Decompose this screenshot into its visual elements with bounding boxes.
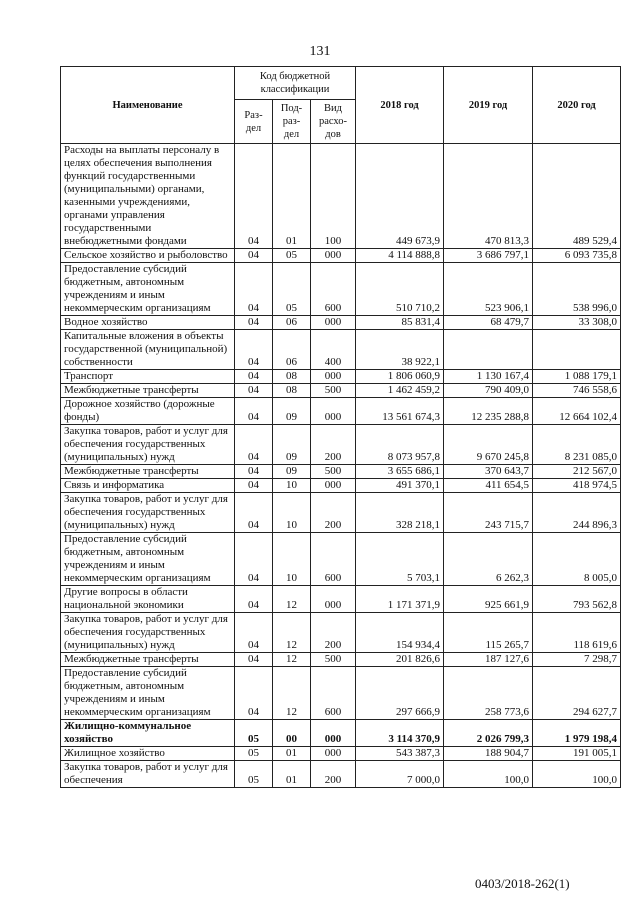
row-name: Транспорт xyxy=(61,370,235,384)
row-2020: 244 896,3 xyxy=(533,493,621,533)
row-2018: 297 666,9 xyxy=(356,667,444,720)
row-podrazdel: 05 xyxy=(273,249,311,263)
row-podrazdel: 09 xyxy=(273,425,311,465)
row-razdel: 04 xyxy=(235,316,273,330)
row-name: Расходы на выплаты персоналу в целях обеспечения выполнения функций государственными (муниципальными) органами, казенными учреждениями, органами управления государственными внебюджетными фондами xyxy=(61,144,235,249)
row-name: Закупка товаров, работ и услуг для обеспечения государственных (муниципальных) нужд xyxy=(61,425,235,465)
row-2019: 3 686 797,1 xyxy=(444,249,533,263)
row-razdel: 04 xyxy=(235,425,273,465)
row-razdel: 05 xyxy=(235,761,273,788)
row-2018: 7 000,0 xyxy=(356,761,444,788)
row-vid: 000 xyxy=(311,249,356,263)
row-2019: 411 654,5 xyxy=(444,479,533,493)
row-podrazdel: 12 xyxy=(273,586,311,613)
row-podrazdel: 08 xyxy=(273,384,311,398)
row-2018: 4 114 888,8 xyxy=(356,249,444,263)
row-razdel: 04 xyxy=(235,533,273,586)
row-vid: 200 xyxy=(311,425,356,465)
table-row xyxy=(61,761,621,788)
row-name: Межбюджетные трансферты xyxy=(61,384,235,398)
row-vid: 000 xyxy=(311,370,356,384)
row-podrazdel: 01 xyxy=(273,747,311,761)
table-row xyxy=(61,425,621,465)
table-row xyxy=(61,667,621,720)
row-podrazdel: 00 xyxy=(273,720,311,747)
table-row xyxy=(61,249,621,263)
header-podrazdel: Под- раз- дел xyxy=(273,100,311,144)
row-name: Связь и информатика xyxy=(61,479,235,493)
row-vid: 000 xyxy=(311,720,356,747)
row-2019: 187 127,6 xyxy=(444,653,533,667)
row-name: Сельское хозяйство и рыболовство xyxy=(61,249,235,263)
row-razdel: 04 xyxy=(235,479,273,493)
row-name: Межбюджетные трансферты xyxy=(61,465,235,479)
row-2019: 258 773,6 xyxy=(444,667,533,720)
row-2018: 3 114 370,9 xyxy=(356,720,444,747)
row-vid: 500 xyxy=(311,465,356,479)
row-razdel: 04 xyxy=(235,493,273,533)
row-2019: 2 026 799,3 xyxy=(444,720,533,747)
header-2019: 2019 год xyxy=(444,67,533,144)
row-2018: 1 806 060,9 xyxy=(356,370,444,384)
row-podrazdel: 01 xyxy=(273,761,311,788)
row-name: Водное хозяйство xyxy=(61,316,235,330)
row-2020: 12 664 102,4 xyxy=(533,398,621,425)
row-razdel: 04 xyxy=(235,384,273,398)
row-2020: 746 558,6 xyxy=(533,384,621,398)
row-2018: 510 710,2 xyxy=(356,263,444,316)
row-name: Предоставление субсидий бюджетным, автономным учреждениям и иным некоммерческим организациям xyxy=(61,533,235,586)
row-name: Жилищно-коммунальное хозяйство xyxy=(61,720,235,747)
page-number: 131 xyxy=(309,44,331,59)
row-2020: 6 093 735,8 xyxy=(533,249,621,263)
row-vid: 000 xyxy=(311,747,356,761)
header-2018: 2018 год xyxy=(356,67,444,144)
row-2018: 8 073 957,8 xyxy=(356,425,444,465)
row-podrazdel: 12 xyxy=(273,653,311,667)
row-2020: 33 308,0 xyxy=(533,316,621,330)
table-body xyxy=(61,144,621,788)
row-vid: 600 xyxy=(311,533,356,586)
row-podrazdel: 10 xyxy=(273,533,311,586)
row-2020: 7 298,7 xyxy=(533,653,621,667)
row-razdel: 04 xyxy=(235,586,273,613)
row-podrazdel: 05 xyxy=(273,263,311,316)
row-razdel: 05 xyxy=(235,747,273,761)
row-2019: 68 479,7 xyxy=(444,316,533,330)
row-2018: 1 171 371,9 xyxy=(356,586,444,613)
row-razdel: 04 xyxy=(235,613,273,653)
row-2020: 8 005,0 xyxy=(533,533,621,586)
row-2020: 212 567,0 xyxy=(533,465,621,479)
row-2020: 1 979 198,4 xyxy=(533,720,621,747)
row-razdel: 04 xyxy=(235,330,273,370)
header-2020: 2020 год xyxy=(533,67,621,144)
row-2019: 100,0 xyxy=(444,761,533,788)
row-2019: 188 904,7 xyxy=(444,747,533,761)
row-2018: 1 462 459,2 xyxy=(356,384,444,398)
row-2018: 201 826,6 xyxy=(356,653,444,667)
table-row xyxy=(61,613,621,653)
row-2020: 191 005,1 xyxy=(533,747,621,761)
row-2020: 538 996,0 xyxy=(533,263,621,316)
row-2019: 115 265,7 xyxy=(444,613,533,653)
row-2019 xyxy=(444,330,533,370)
row-2019: 6 262,3 xyxy=(444,533,533,586)
row-2020: 489 529,4 xyxy=(533,144,621,249)
header-code-group: Код бюджетной классификации xyxy=(235,67,356,100)
row-name: Дорожное хозяйство (дорожные фонды) xyxy=(61,398,235,425)
row-vid: 200 xyxy=(311,761,356,788)
row-2018: 3 655 686,1 xyxy=(356,465,444,479)
row-name: Предоставление субсидий бюджетным, автономным учреждениям и иным некоммерческим организациям xyxy=(61,667,235,720)
row-podrazdel: 10 xyxy=(273,493,311,533)
table-row xyxy=(61,720,621,747)
row-2020: 294 627,7 xyxy=(533,667,621,720)
row-vid: 000 xyxy=(311,479,356,493)
row-2019: 243 715,7 xyxy=(444,493,533,533)
row-2018: 154 934,4 xyxy=(356,613,444,653)
row-name: Капитальные вложения в объекты государственной (муниципальной) собственности xyxy=(61,330,235,370)
row-vid: 600 xyxy=(311,263,356,316)
row-name: Закупка товаров, работ и услуг для обеспечения государственных (муниципальных) нужд xyxy=(61,613,235,653)
row-2019: 12 235 288,8 xyxy=(444,398,533,425)
row-2019: 9 670 245,8 xyxy=(444,425,533,465)
row-razdel: 04 xyxy=(235,465,273,479)
row-2018: 543 387,3 xyxy=(356,747,444,761)
row-2020: 118 619,6 xyxy=(533,613,621,653)
row-podrazdel: 01 xyxy=(273,144,311,249)
row-vid: 600 xyxy=(311,667,356,720)
row-vid: 000 xyxy=(311,316,356,330)
table-row xyxy=(61,747,621,761)
table-row xyxy=(61,144,621,249)
row-2018: 449 673,9 xyxy=(356,144,444,249)
row-razdel: 04 xyxy=(235,398,273,425)
row-razdel: 04 xyxy=(235,653,273,667)
row-vid: 200 xyxy=(311,493,356,533)
table-row xyxy=(61,316,621,330)
row-podrazdel: 10 xyxy=(273,479,311,493)
row-vid: 000 xyxy=(311,398,356,425)
table-row xyxy=(61,330,621,370)
row-vid: 500 xyxy=(311,384,356,398)
row-2019: 523 906,1 xyxy=(444,263,533,316)
row-podrazdel: 12 xyxy=(273,613,311,653)
row-podrazdel: 06 xyxy=(273,316,311,330)
row-2019: 925 661,9 xyxy=(444,586,533,613)
row-2019: 790 409,0 xyxy=(444,384,533,398)
header-razdel: Раз- дел xyxy=(235,100,273,144)
row-podrazdel: 12 xyxy=(273,667,311,720)
row-razdel: 04 xyxy=(235,263,273,316)
row-podrazdel: 06 xyxy=(273,330,311,370)
row-podrazdel: 09 xyxy=(273,465,311,479)
row-vid: 500 xyxy=(311,653,356,667)
row-razdel: 04 xyxy=(235,249,273,263)
row-podrazdel: 08 xyxy=(273,370,311,384)
row-2019: 1 130 167,4 xyxy=(444,370,533,384)
table-row xyxy=(61,398,621,425)
row-2018: 5 703,1 xyxy=(356,533,444,586)
table-row xyxy=(61,493,621,533)
row-2018: 328 218,1 xyxy=(356,493,444,533)
row-2020: 793 562,8 xyxy=(533,586,621,613)
budget-table xyxy=(60,66,621,788)
header-vid: Вид расхо- дов xyxy=(311,100,356,144)
header-name: Наименование xyxy=(61,67,235,144)
row-podrazdel: 09 xyxy=(273,398,311,425)
row-razdel: 04 xyxy=(235,370,273,384)
table-row xyxy=(61,384,621,398)
row-2019: 470 813,3 xyxy=(444,144,533,249)
row-2018: 38 922,1 xyxy=(356,330,444,370)
table-row xyxy=(61,586,621,613)
row-2020: 418 974,5 xyxy=(533,479,621,493)
row-name: Закупка товаров, работ и услуг для обеспечения государственных (муниципальных) нужд xyxy=(61,493,235,533)
footer-code: 0403/2018-262(1) xyxy=(475,876,570,891)
row-vid: 400 xyxy=(311,330,356,370)
row-vid: 000 xyxy=(311,586,356,613)
table-row xyxy=(61,370,621,384)
table-row xyxy=(61,465,621,479)
row-2020: 100,0 xyxy=(533,761,621,788)
row-2019: 370 643,7 xyxy=(444,465,533,479)
row-name: Жилищное хозяйство xyxy=(61,747,235,761)
row-vid: 100 xyxy=(311,144,356,249)
row-razdel: 04 xyxy=(235,144,273,249)
row-2020 xyxy=(533,330,621,370)
row-2018: 85 831,4 xyxy=(356,316,444,330)
table-row xyxy=(61,533,621,586)
row-2018: 491 370,1 xyxy=(356,479,444,493)
row-2020: 1 088 179,1 xyxy=(533,370,621,384)
row-razdel: 05 xyxy=(235,720,273,747)
table-row xyxy=(61,653,621,667)
table-row xyxy=(61,479,621,493)
table-row xyxy=(61,263,621,316)
row-name: Предоставление субсидий бюджетным, автономным учреждениям и иным некоммерческим организациям xyxy=(61,263,235,316)
row-razdel: 04 xyxy=(235,667,273,720)
row-2020: 8 231 085,0 xyxy=(533,425,621,465)
row-name: Закупка товаров, работ и услуг для обеспечения xyxy=(61,761,235,788)
row-name: Межбюджетные трансферты xyxy=(61,653,235,667)
row-vid: 200 xyxy=(311,613,356,653)
row-2018: 13 561 674,3 xyxy=(356,398,444,425)
row-name: Другие вопросы в области национальной экономики xyxy=(61,586,235,613)
